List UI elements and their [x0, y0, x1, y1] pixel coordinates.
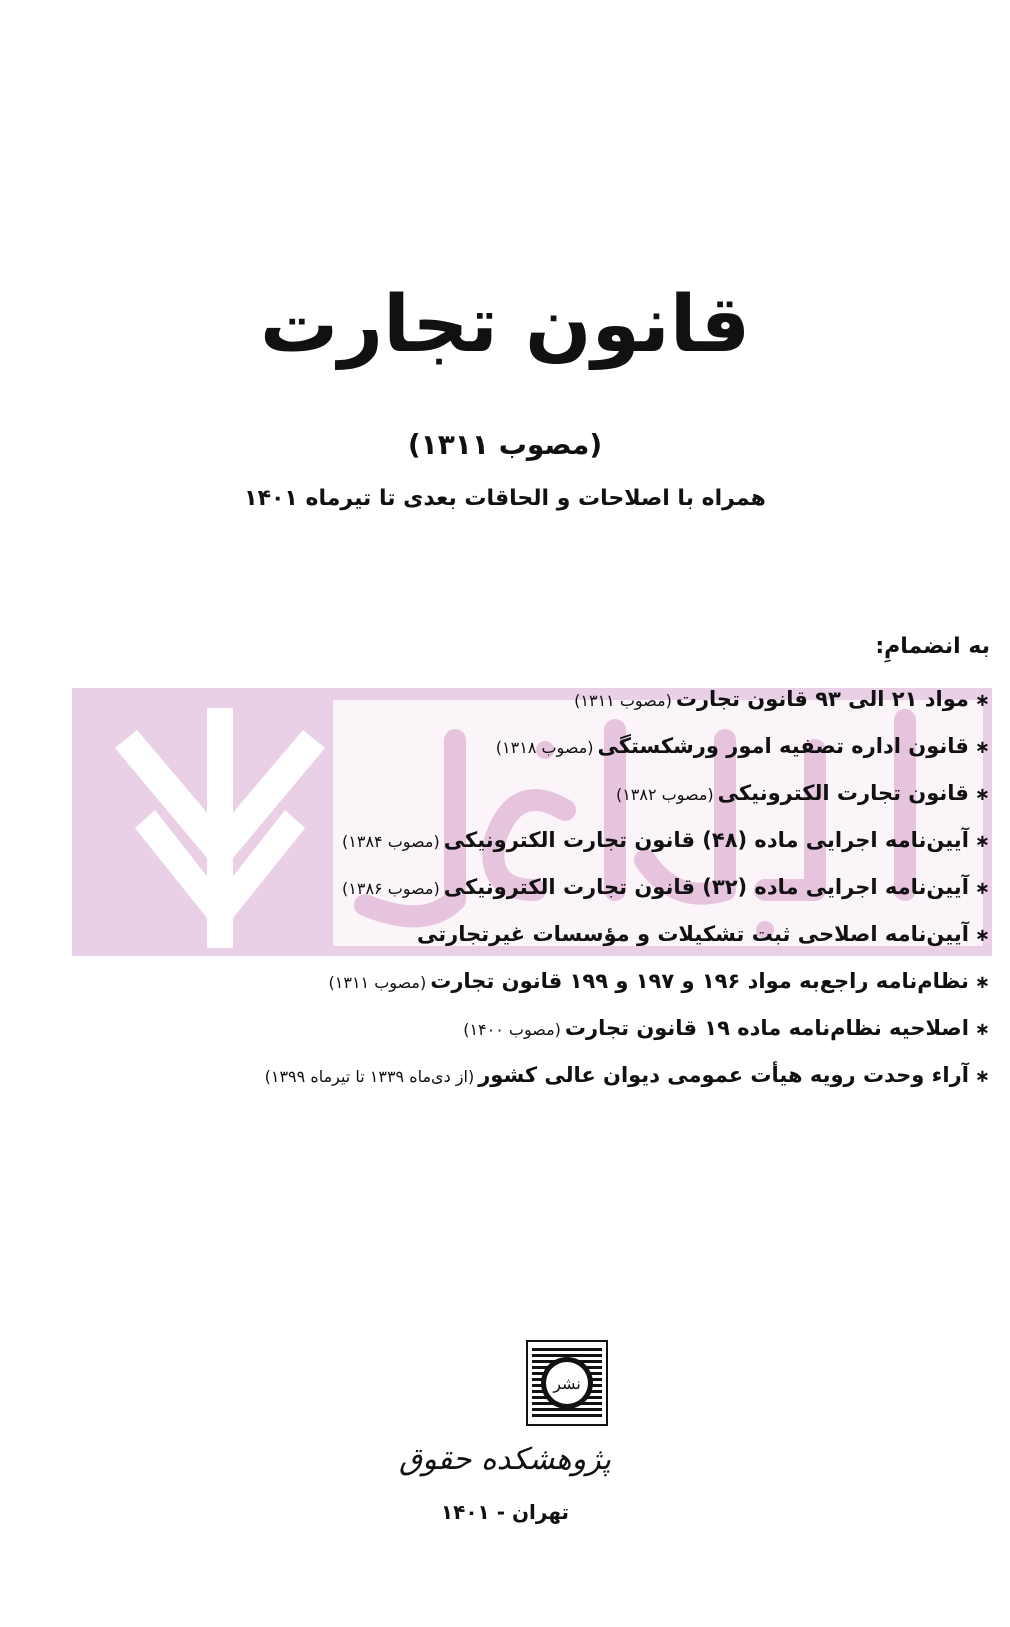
list-item — [10, 911, 990, 958]
item-title: آیین‌نامه اجرایی ماده (۴۸) قانون تجارت الکترونیکی — [443, 828, 969, 852]
list-item — [10, 676, 990, 723]
item-date-note: (مصوب ۱۳۸۲) — [615, 785, 714, 804]
list-item — [10, 723, 990, 770]
asterisk-bullet-icon: ∗ — [974, 925, 990, 946]
asterisk-bullet-icon: ∗ — [974, 831, 990, 852]
item-title: آیین‌نامه اصلاحی ثبت تشکیلات و مؤسسات غیرتجارتی — [417, 922, 969, 946]
list-item — [10, 864, 990, 911]
item-title: اصلاحیه نظام‌نامه ماده ۱۹ قانون تجارت — [564, 1016, 969, 1040]
list-item — [10, 1052, 990, 1099]
list-item — [10, 1005, 990, 1052]
item-title: نظام‌نامه راجع‌به مواد ۱۹۶ و ۱۹۷ و ۱۹۹ قانون تجارت — [430, 969, 969, 993]
list-item — [10, 770, 990, 817]
item-date-note: (مصوب ۱۳۱۸) — [495, 738, 594, 757]
book-title: قانون تجارت — [259, 280, 751, 370]
item-date-note: (مصوب ۱۳۱۱) — [328, 973, 427, 992]
item-title: مواد ۲۱ الی ۹۳ قانون تجارت — [675, 687, 969, 711]
asterisk-bullet-icon: ∗ — [974, 1066, 990, 1087]
asterisk-bullet-icon: ∗ — [974, 737, 990, 758]
book-subtitle: (مصوب ۱۳۱۱) — [407, 428, 603, 461]
publication-place-year: تهران - ۱۴۰۱ — [440, 1500, 570, 1524]
item-title: قانون تجارت الکترونیکی — [717, 781, 969, 805]
asterisk-bullet-icon: ∗ — [974, 690, 990, 711]
asterisk-bullet-icon: ∗ — [974, 878, 990, 899]
item-date-note: (مصوب ۱۴۰۰) — [463, 1020, 561, 1039]
logo-text: نشر — [553, 1374, 581, 1393]
publisher-logo-icon — [526, 1340, 608, 1426]
item-title: قانون اداره تصفیه امور ورشکستگی — [597, 734, 969, 758]
item-title: آیین‌نامه اجرایی ماده (۳۲) قانون تجارت الکترونیکی — [443, 875, 969, 899]
item-date-note: (مصوب ۱۳۸۴) — [342, 832, 440, 851]
asterisk-bullet-icon: ∗ — [974, 1019, 990, 1040]
asterisk-bullet-icon: ∗ — [974, 784, 990, 805]
item-date-note: (از دی‌ماه ۱۳۳۹ تا تیرماه ۱۳۹۹) — [264, 1067, 475, 1086]
item-date-note: (مصوب ۱۳۸۶) — [342, 879, 440, 898]
list-item — [10, 958, 990, 1005]
item-date-note: (مصوب ۱۳۱۱) — [574, 691, 672, 710]
list-item — [10, 817, 990, 864]
publisher-name: پژوهشکده حقوق — [398, 1442, 612, 1477]
item-title: آراء وحدت رویه هیأت عمومی دیوان عالی کشور — [478, 1063, 969, 1087]
book-edition-line: همراه با اصلاحات و الحاقات بعدی تا تیرماه ۱۴۰۱ — [244, 486, 766, 511]
attached-documents — [10, 630, 990, 1099]
attached-label: به انضمامِ: — [875, 634, 990, 659]
asterisk-bullet-icon: ∗ — [974, 972, 990, 993]
